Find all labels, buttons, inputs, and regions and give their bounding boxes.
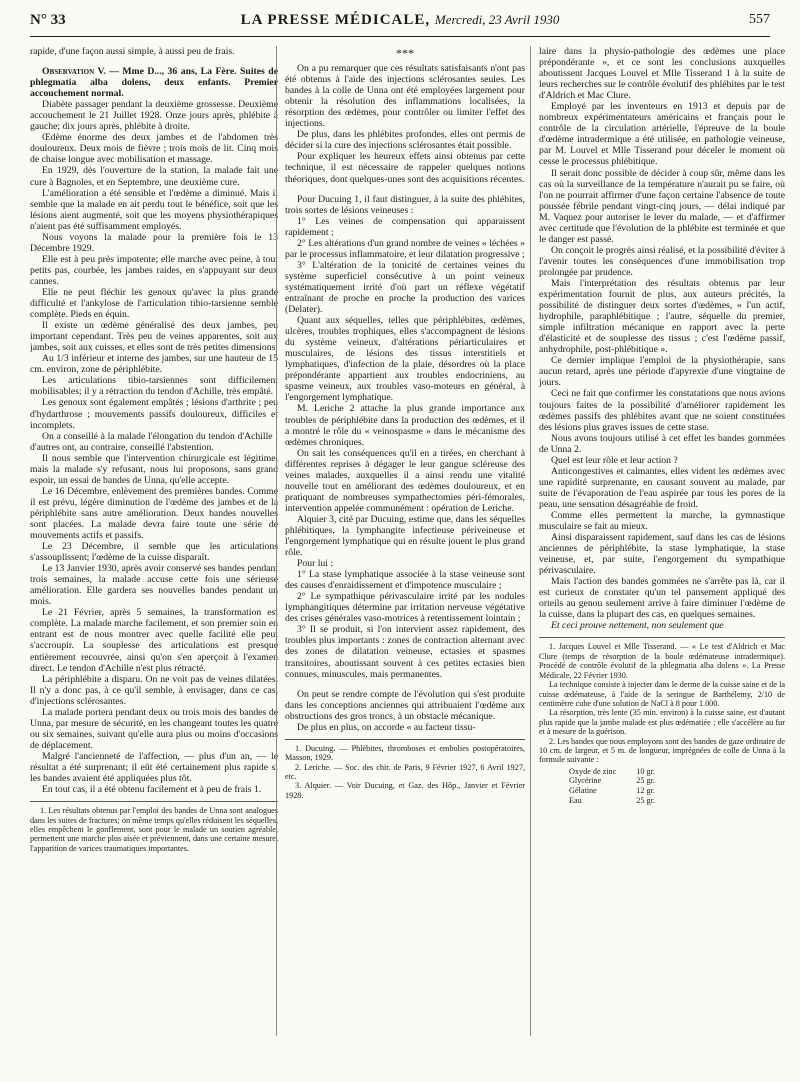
paragraph: On a conseillé à la malade l'élongation du tendon d'Achille ; d'autres ont, au contraire, conseillé l'abstention. <box>30 430 278 453</box>
journal-name: LA PRESSE MÉDICALE, <box>240 12 431 28</box>
paragraph: laire dans la physio-pathologie des œdèmes une place prépondérante », et ce sont les conclusions auxquelles aboutissent Jacques Louvel et Mlle Tisserand 1 à la suite de leurs recherches sur le contrôle évolutif des phlébites par le test d'Aldrich et Mac Clure. <box>539 46 785 102</box>
ingredient-qty: 10 gr. <box>636 766 655 776</box>
list-item: 2° Les altérations d'un grand nombre de veines « léchées » par le processus inflammatoire, et leur dilatation progressive ; <box>285 237 525 260</box>
observation-label: Observation V. <box>42 66 106 78</box>
paragraph: La malade portera pendant deux ou trois mois des bandes de Unna, par mesure de sécurité, en les changeant toutes les quatre ou six semaines, suivant qu'elle aura plus ou moins d'occasions de déplacement. <box>30 706 278 751</box>
footnote: 1. Les résultats obtenus par l'emploi des bandes de Unna sont analogues dans les suites de fractures; on même temps qu'elles réduisent les séquelles, elles empêchent le gonflement, sont pour le malade un soutien agréable, permettent une marche plus aisée et préviennent, dans une certaine mesure, l'apparition de varices traumatiques importantes. <box>30 806 278 853</box>
paragraph: Quant aux séquelles, telles que périphlébites, œdèmes, ulcères, troubles trophiques, elles s'accompagnent de lésions du système veineux, d'altérations périarticulaires et musculaires, de lésions des tissus interstitiels et lymphatiques, d'infection de la plaie, désordres où la place prépondérante appartient aux troubles endocriniens, au spasme veineux, aux troubles vaso-moteurs en général, à l'engorgement lymphatique. <box>285 315 525 404</box>
paragraph: La périphlébite a disparu. On ne voit pas de veines dilatées. Il n'y a donc pas, à ce qu'il semble, à envisager, dans ce cas, d'injections sclérosantes. <box>30 673 278 707</box>
footnote: 1. Jacques Louvel et Mlle Tisserand. — « Le test d'Aldrich et Mac Clure (temps de résorption de la boule œdémateuse intradermique). Procédé de contrôle évolutif de la phlegmatia alba dolens ». La Presse Médicale, 22 Février 1930. <box>539 642 785 680</box>
paragraph: Les articulations tibio-tarsiennes sont difficilement mobilisables; il y a rétraction du tendon d'Achille, très empâté. <box>30 375 278 398</box>
footnote: La résorption, très lente (35 min. environ) à la cuisse saine, est d'autant plus rapide que la jambe malade est plus œdématiée ; elle s'accélère au fur et à mesure de la guérison. <box>539 708 785 737</box>
ingredient-qty: 25 gr. <box>636 795 655 805</box>
list-item: 3° L'altération de la tonicité de certaines veines du système superficiel consécutive à un point veineux systématiquement irrité d'où part un réflexe végétatif entraînant de proche en proche la production des varices (Delater). <box>285 259 525 316</box>
footnote: La technique consiste à injecter dans le derme de la cuisse saine et de la cuisse œdémateuse, à l'aide de la seringue de Barthélemy, 2/10 de centimètre cube d'une solution de NaCl à 8 pour 1.000. <box>539 680 785 708</box>
list-item: 2° Le sympathique périvasculaire irrité par les nodules lymphangitiques détermine par irritation nerveuse végétative des crises générales vaso-motrices à retentissement lointain ; <box>285 591 525 625</box>
paragraph: Employé par les inventeurs en 1913 et depuis par de nombreux expérimentateurs américains et français pour le contrôle de la circulation artérielle, l'épreuve de la boule d'œdème intradermique a été utilisée, en pathologie veineuse, par M. Louvel et Mlle Tisserand pour déceler le moment où cesse le processus phlébitique. <box>539 101 785 168</box>
column-3 <box>530 46 785 1036</box>
paragraph: M. Leriche 2 attache la plus grande importance aux troubles de périphlébite dans la production des œdèmes, et il a montré le rôle du « veinospasme » dans le mécanisme des œdèmes chroniques. <box>285 403 525 448</box>
footnote-divider <box>285 739 525 740</box>
paragraph: Œdème énorme des deux jambes et de l'abdomen très douloureux. Deux mois de fièvre ; trois mois de lit. Cinq mois de chaise longue avec mobilisation et massage. <box>30 132 278 166</box>
ingredient-qty: 12 gr. <box>636 785 655 795</box>
footnote: 2. Leriche. — Soc. des chir. de Paris, 9 Février 1927, 6 Avril 1927, etc. <box>285 762 525 782</box>
footnote-divider <box>30 801 278 802</box>
paragraph: Et ceci prouve nettement, non seulement que <box>551 620 724 632</box>
observation-heading <box>30 66 278 99</box>
paragraph: Les genoux sont également empâtés ; lésions d'arthrite ; peu d'hydarthrose ; mouvements passifs douloureux, difficiles et incomplets. <box>30 397 278 431</box>
page-header <box>30 6 770 37</box>
paragraph: De plus en plus, on accorde « au facteur tissu- <box>297 721 476 733</box>
footnote: 2. Les bandes que nous employons sont des bandes de gaze ordinaire de 10 cm. de largeur, et 5 m. de longueur, imprégnées de colle de Unna à la formule suivante : <box>539 736 785 765</box>
paragraph: Quel est leur rôle et leur action ? <box>551 454 678 466</box>
paragraph: Le 21 Février, après 5 semaines, la transformation est complète. La malade marche facilement, et son premier soin en entrant est de nous montrer avec quelle facilité elle peut s'accroupir. La souplesse des articulations est presque entièrement recouvrée, ainsi qu'on s'en aperçoit à l'examen direct. Le tendon d'Achille n'est plus rétracté. <box>30 607 278 674</box>
paragraph: On peut se rendre compte de l'évolution qui s'est produite dans les conceptions anciennes qui attribuaient l'œdème aux obstructions des gros troncs, à un obstacle mécanique. <box>285 688 525 722</box>
paragraph: On conçoit le progrès ainsi réalisé, et la possibilité d'éviter à l'avenir toutes les conséquences d'une immobilisation trop prolongée par prudence. <box>539 244 785 278</box>
paragraph: Diabète passager pendant la deuxième grossesse. Deuxième accouchement le 21 Juillet 1928. Onze jours après, phlébite à gauche; dix jours après, phlébite à droite. <box>30 99 278 133</box>
formula-row <box>569 776 659 786</box>
paragraph: Ce dernier implique l'emploi de la physiothérapie, sans aucun retard, après une période d'apyrexie d'une vingtaine de jours. <box>539 355 785 389</box>
paragraph: Le 23 Décembre, il semble que les articulations s'assouplissent; l'œdème de la cuisse disparaît. <box>30 541 278 564</box>
paragraph: En 1929, dès l'ouverture de la station, la malade fait une cure à Bagnoles, et en Septembre, une deuxième cure. <box>30 165 278 188</box>
paragraph: Il serait donc possible de décider à coup sûr, même dans les cas où la surveillance de la température n'aurait pu se faire, où l'on ne pourrait affirmer d'une façon certaine l'absence de toute poussée fébrile pendant vingt-cinq jours, — délai indiqué par M. Vaquez pour autoriser le lever du malade, — et d'affirmer avec certitude que l'évolution de la phlébite est terminée et que le danger est passé. <box>539 167 785 245</box>
section-separator: *** <box>396 46 414 60</box>
paragraph: Malgré l'ancienneté de l'affection, — plus d'un an, — le résultat a été surprenant; il eût été certainement plus rapide si les bandes avaient été appliquées plus tôt. <box>30 750 278 785</box>
paragraph: Mais l'interprétation des résultats obtenus par leur expérimentation fournit de plus, aux auteurs précités, la possibilité de distinguer deux sortes d'œdèmes, « l'un actif, hydrophile, paraphlébitique ; l'autre, séquelle du premier, simple infiltration mécanique en rapport avec la perte d'élasticité et de souplesse des tissus ; c'est l'œdème passif, anhydrophile, post-phlébitique ». <box>539 277 785 356</box>
ingredient-name: Oxyde de zinc <box>569 766 617 776</box>
observation-subject: — Mme D..., 36 ans, La Fère. Suites de phlegmatia alba dolens, deux enfants. Premier accouchement normal. <box>30 66 278 100</box>
unna-paste-formula <box>569 767 659 805</box>
paragraph: On a pu remarquer que ces résultats satisfaisants n'ont pas été obtenus à l'aide des injections sclérosantes seules. Les bandes à la colle de Unna ont été employées largement pour obtenir la résolution des inflammations localisées, la résorption des œdèmes, pour contrôler ou limiter l'effet des injections. <box>285 63 525 130</box>
paragraph: Pour expliquer les heureux effets ainsi obtenus par cette technique, il est nécessaire de rappeler quelques notions théoriques, dont quelques-unes sont des acquisitions récentes. <box>285 151 525 185</box>
ingredient-name: Glycérine <box>569 776 602 786</box>
column-2 <box>276 46 533 1036</box>
ingredient-qty: 25 gr. <box>636 776 655 786</box>
paragraph: Il nous semble que l'intervention chirurgicale est légitime, mais la malade s'y refusant, nous lui proposons, sans grand espoir, un essai de bandes de Unna, qu'elle accepte. <box>30 452 278 486</box>
paragraph: Pour Ducuing 1, il faut distinguer, à la suite des phlébites, trois sortes de lésions veineuses : <box>285 193 525 216</box>
paragraph: Alquier 3, cité par Ducuing, estime que, dans les séquelles phlébitiques, la lymphangite infectieuse périveineuse et l'engorgement lymphatique qui en résulte jouent le plus grand rôle. <box>285 513 525 559</box>
paragraph: Le 16 Décembre, enlèvement des premières bandes. Comme il est prévu, légère diminution de l'œdème des jambes et de la périphlébite sans autre amélioration. Deux bandes nouvelles sont placées. La malade devra faire toute une série de mouvements actifs et passifs. <box>30 485 278 542</box>
issue-date: Mercredi, 23 Avril 1930 <box>434 12 560 27</box>
paragraph: Nous avons toujours utilisé à cet effet les bandes gommées de Unna 2. <box>539 432 785 455</box>
formula-row <box>569 796 659 806</box>
paragraph: L'amélioration a été sensible et l'œdème a diminué. Mais il semble que la malade en ait perdu tout le bénéfice, soit que les lésions aient augmenté, soit que les moyens physiothérapiques n'aient pas été suffisamment employés. <box>30 187 278 232</box>
paragraph: Mais l'action des bandes gommées ne s'arrête pas là, car il est curieux de constater qu'un tel pansement appliqué des orteils au genou seulement arrive à faire diminuer l'œdème de la cuisse, dans la plupart des cas, en quelques semaines. <box>539 576 785 621</box>
footnote: 3. Alquier. — Voir Ducuing, et Gaz. des Hôp., Janvier et Février 1928. <box>285 781 525 800</box>
column-1 <box>30 46 278 1046</box>
issue-number: N° 33 <box>30 12 66 28</box>
paragraph: Elle est à peu près impotente; elle marche avec peine, à tout petits pas, courbée, les jambes raides, en s'appuyant sur deux cannes. <box>30 253 278 287</box>
list-item: 1° La stase lymphatique associée à la stase veineuse sont des causes d'enraidissement et d'impotence musculaire ; <box>285 569 525 592</box>
formula-row <box>569 767 659 777</box>
paragraph: En tout cas, il a été obtenu facilement et à peu de frais 1. <box>42 784 262 796</box>
paragraph: Il existe un œdème généralisé des deux jambes, peu important cependant. Très peu de veines apparentes, soit aux jambes, soit aux cuisses, et elles sont de très petites dimensions. <box>30 320 278 354</box>
paragraph: Ainsi disparaissent rapidement, sauf dans les cas de lésions anciennes de périphlébite, la stase lymphatique, la stase veineuse, et, par suite, l'engorgement du sympathique périvasculaire. <box>539 532 785 577</box>
paragraph: Pour lui : <box>297 558 334 570</box>
paragraph: Anticongestives et calmantes, elles vident les œdèmes avec une rapidité surprenante, en causant souvent au malade, par suite de l'évaporation de l'eau aspirée par tous les pores de la peau, une sensation désagréable de froid. <box>539 465 785 510</box>
paragraph: rapide, d'une façon aussi simple, à aussi peu de frais. <box>30 46 235 57</box>
list-item: 1° Les veines de compensation qui apparaissent rapidement ; <box>285 215 525 238</box>
formula-row <box>569 786 659 796</box>
ingredient-name: Eau <box>569 795 582 805</box>
footnote-divider <box>539 637 785 638</box>
paragraph: Le 13 Janvier 1930, après avoir conservé ses bandes pendant trois semaines, la malade accuse cette fois une sérieuse amélioration. Elle gardera ses nouvelles bandes pendant un mois. <box>30 563 278 608</box>
list-item: 3° Il se produit, si l'on intervient assez rapidement, des troubles plus importants : zones de contraction alternant avec des zones de dilatation veineuse, ectasies et spasmes transitoires, aboutissant souvent à ces petites ectasies bien connues, minuscules, mais permanentes. <box>285 624 525 680</box>
footnote: 1. Ducuing. — Phlébites, thromboses et embolies postopératoires, Masson, 1929. <box>285 743 525 763</box>
paragraph: Nous voyons la malade pour la première fois le 13 Décembre 1929. <box>30 231 278 254</box>
paragraph: On sait les conséquences qu'il en a tirées, en cherchant à différentes reprises à dégager le leur gangue scléreuse des veines malades, auxquelles il a ainsi rendu une vitalité nouvelle tout en améliorant des œdèmes douloureux, et en pratiquant de nombreuses sympathectomies péri-fémorales, intervention appelée communément : opération de Leriche. <box>285 447 525 514</box>
paragraph: Elle ne peut fléchir les genoux qu'avec la plus grande difficulté et l'ankylose de l'articulation tibio-tarsienne semble complète. Pieds en équin. <box>30 286 278 321</box>
paragraph: Au 1/3 inférieur et interne des jambes, sur une hauteur de 15 cm. environ, zone de périphlébite. <box>30 353 278 376</box>
paragraph: Ceci ne fait que confirmer les constatations que nous avions toujours faites de la possibilité d'améliorer rapidement les œdèmes passifs des phlébites avant que ne soient constituées des lésions plus graves issues de cette stase. <box>539 388 785 433</box>
page-number: 557 <box>749 12 770 27</box>
paragraph: De plus, dans les phlébites profondes, elles ont permis de décider si la cure des injections sclérosantes était possible. <box>285 129 525 152</box>
ingredient-name: Gélatine <box>569 785 597 795</box>
paragraph: Comme elles permettent la marche, la gymnastique musculaire se fait au mieux. <box>539 509 785 533</box>
journal-title <box>30 12 770 29</box>
